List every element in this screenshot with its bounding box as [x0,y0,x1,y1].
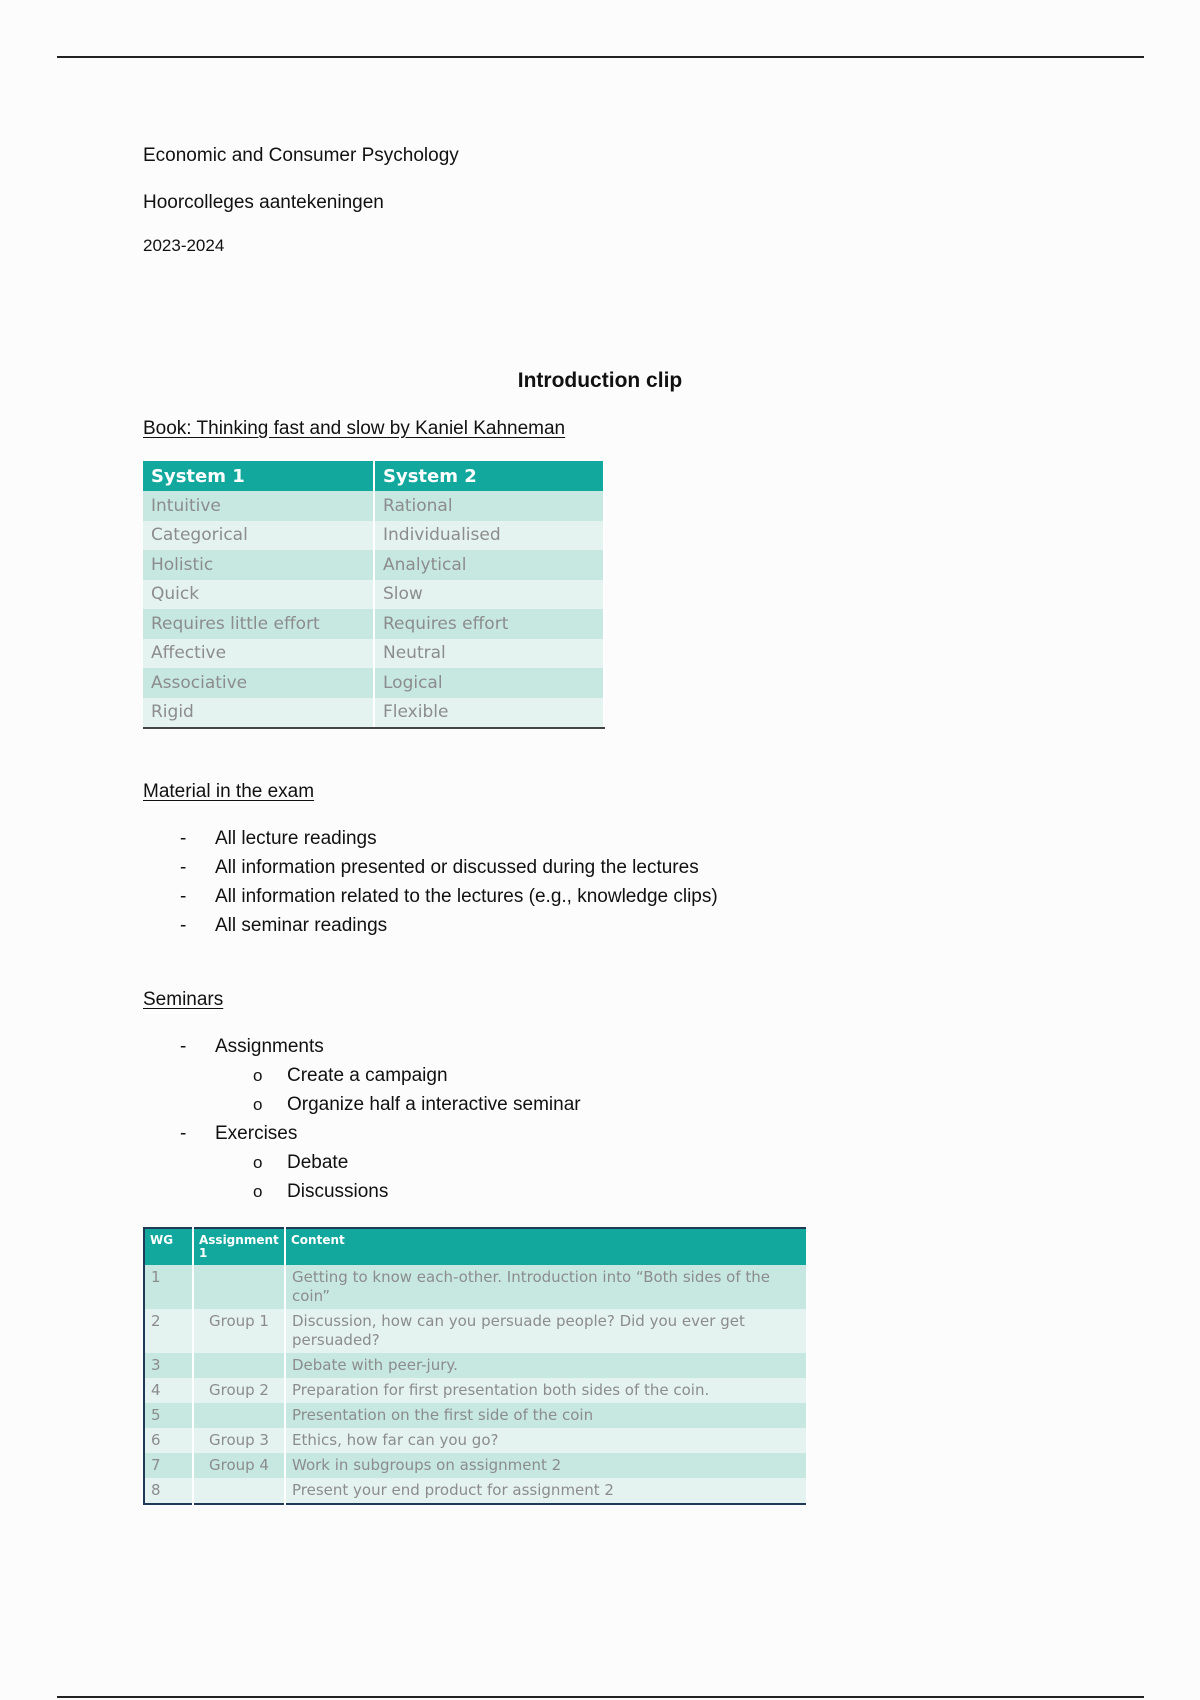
bullet-circle: o [253,1095,263,1114]
document-subtitle: Hoorcolleges aantekeningen [143,192,384,213]
bullet-circle: o [253,1182,263,1201]
table-row [144,1403,807,1428]
table-row [144,1378,807,1403]
bullet-dash: - [180,915,187,936]
system2-cell: Neutral [374,639,604,669]
table-row [144,1478,807,1504]
wg-group-cell [193,1265,285,1309]
table-row [144,1453,807,1478]
sub-list-item [175,1061,581,1090]
wg-content-cell: Work in subgroups on assignment 2 [285,1453,807,1478]
system1-cell: Holistic [143,550,374,580]
table-row [143,698,604,729]
wg-content-cell: Present your end product for assignment 2 [285,1478,807,1504]
systems-header-1: System 1 [143,461,374,491]
course-title: Economic and Consumer Psychology [143,145,459,166]
table-row [143,491,604,521]
table-row [143,521,604,551]
bottom-rule [57,1696,1144,1698]
systems-table-header-row [143,461,604,491]
list-item [175,911,718,940]
list-item-text: All information presented or discussed during the lectures [215,857,699,878]
wg-group-cell [193,1353,285,1378]
sub-list-item [175,1148,581,1177]
list-item [175,882,718,911]
exam-material-list [175,824,718,940]
system1-cell: Quick [143,580,374,610]
wg-content-cell: Debate with peer-jury. [285,1353,807,1378]
sub-list-item-text: Organize half a interactive seminar [287,1094,581,1115]
academic-year: 2023-2024 [143,236,225,255]
table-row [143,668,604,698]
list-item [175,824,718,853]
system2-cell: Requires effort [374,609,604,639]
bullet-dash: - [180,857,187,878]
wg-number-cell: 7 [144,1453,193,1478]
wg-content-cell: Getting to know each-other. Introduction into “Both sides of the coin” [285,1265,807,1309]
systems-header-2: System 2 [374,461,604,491]
sub-list-item-text: Debate [287,1152,349,1173]
wg-group-cell: Group 1 [193,1309,285,1353]
system1-cell: Intuitive [143,491,374,521]
bullet-circle: o [253,1066,263,1085]
wg-number-cell: 2 [144,1309,193,1353]
wg-content-cell: Preparation for first presentation both sides of the coin. [285,1378,807,1403]
list-item-text: All seminar readings [215,915,388,936]
system2-cell: Logical [374,668,604,698]
wg-number-cell: 6 [144,1428,193,1453]
table-row [143,550,604,580]
system2-cell: Rational [374,491,604,521]
list-item-text: Exercises [215,1123,298,1144]
table-row [144,1265,807,1309]
table-row [144,1309,807,1353]
sub-list-item-text: Create a campaign [287,1065,448,1086]
table-row [144,1428,807,1453]
wg-number-cell: 4 [144,1378,193,1403]
seminars-heading: Seminars [143,989,224,1010]
wg-number-cell: 5 [144,1403,193,1428]
table-row [143,580,604,610]
table-row [143,639,604,669]
list-item-text: Assignments [215,1036,324,1057]
list-item-text: All information related to the lectures (e.g., knowledge clips) [215,886,718,907]
sub-list-item [175,1177,581,1206]
system1-cell: Requires little effort [143,609,374,639]
wg-content-cell: Discussion, how can you persuade people? Did you ever get persuaded? [285,1309,807,1353]
bullet-dash: - [180,828,187,849]
sub-list-item-text: Discussions [287,1181,389,1202]
system2-cell: Analytical [374,550,604,580]
table-row [144,1353,807,1378]
bullet-dash: - [180,1036,187,1057]
wg-number-cell: 1 [144,1265,193,1309]
wg-group-cell: Group 2 [193,1378,285,1403]
system1-cell: Associative [143,668,374,698]
wg-group-cell [193,1403,285,1428]
list-item-text: All lecture readings [215,828,377,849]
wg-group-cell [193,1478,285,1504]
wg-number-cell: 3 [144,1353,193,1378]
seminars-list [175,1032,581,1206]
system2-cell: Flexible [374,698,604,729]
system1-cell: Affective [143,639,374,669]
system2-cell: Slow [374,580,604,610]
sub-list-item [175,1090,581,1119]
book-heading: Book: Thinking fast and slow by Kaniel Kahneman [143,418,566,439]
wg-number-cell: 8 [144,1478,193,1504]
bullet-circle: o [253,1153,263,1172]
list-item [175,1032,581,1061]
wg-group-cell: Group 3 [193,1428,285,1453]
wg-content-cell: Presentation on the first side of the coin [285,1403,807,1428]
systems-table [143,461,605,729]
wg-header-number: WG [144,1228,193,1265]
list-item [175,1119,581,1148]
system2-cell: Individualised [374,521,604,551]
workgroup-table [143,1227,808,1505]
system1-cell: Rigid [143,698,374,729]
workgroup-table-header-row [144,1228,807,1265]
wg-group-cell: Group 4 [193,1453,285,1478]
wg-header-content: Content [285,1228,807,1265]
exam-heading: Material in the exam [143,781,315,802]
section-title: Introduction clip [517,369,683,392]
bullet-dash: - [180,1123,187,1144]
bullet-dash: - [180,886,187,907]
wg-content-cell: Ethics, how far can you go? [285,1428,807,1453]
system1-cell: Categorical [143,521,374,551]
wg-header-assignment: Assignment 1 [193,1228,285,1265]
list-item [175,853,718,882]
table-row [143,609,604,639]
top-rule [57,56,1144,58]
